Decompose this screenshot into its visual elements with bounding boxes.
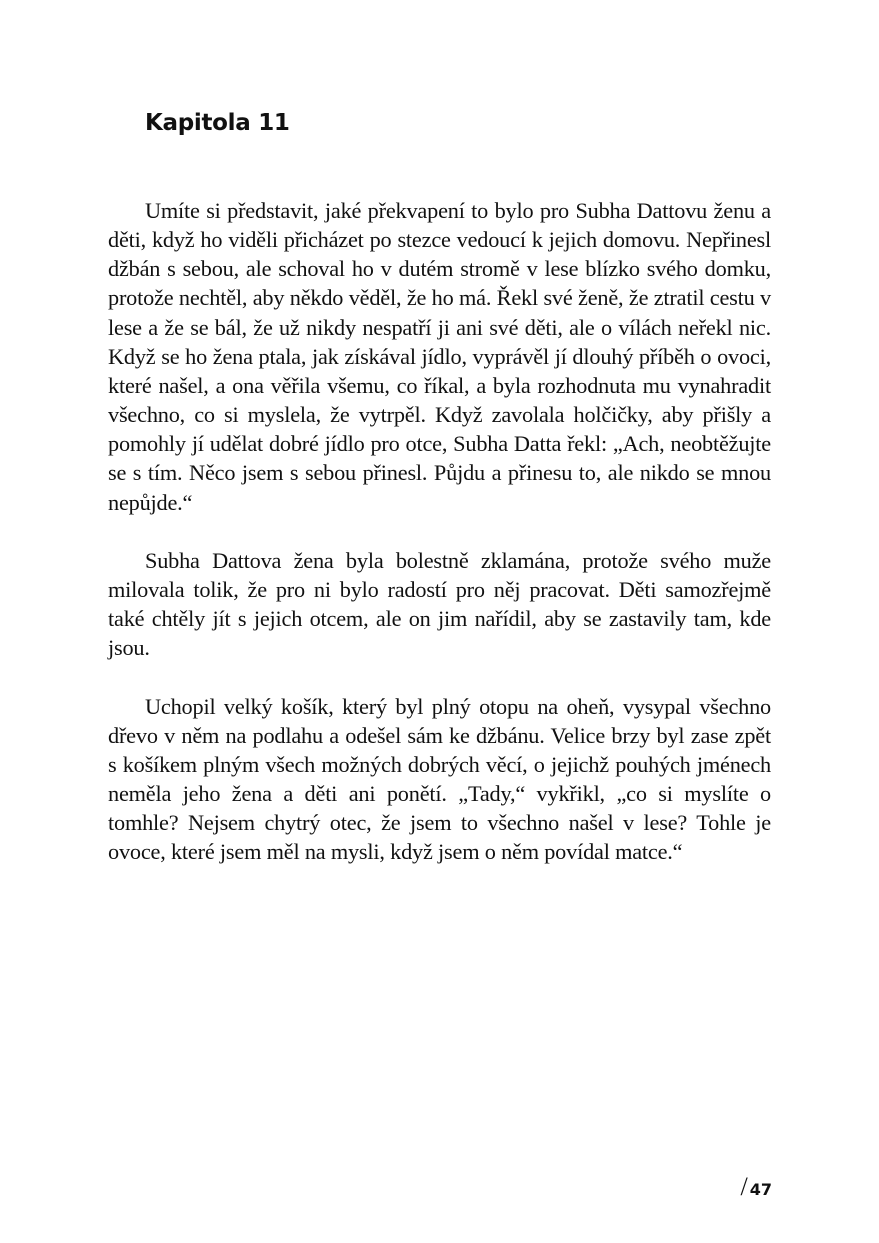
chapter-text [108, 196, 771, 896]
page-number: 47 [749, 1180, 772, 1199]
paragraph: Uchopil velký košík, který byl plný otopu na oheň, vysypal všechno dřevo v něm na podlahu a odešel sám ke džbánu. Velice brzy byl zase zpět s košíkem plným všech možných dobrých věcí, o jejichž pouhých jménech neměla jeho žena a děti ani ponětí. „Tady,“ vykřikl, „co si myslíte o tomhle? Nejsem chytrý otec, že jsem to všechno našel v lese? Tohle je ovoce, které jsem měl na mysli, když jsem o něm povídal matce.“ [108, 693, 771, 865]
page-number-separator: / [740, 1172, 748, 1201]
paragraph: Subha Dattova žena byla bolestně zklamána, protože svého muže milovala tolik, že pro ni bylo radostí pro něj pracovat. Děti samozřejmě také chtěly jít s jejich otcem, ale on jim nařídil, aby se zastavily tam, kde jsou. [108, 547, 771, 661]
page-footer [741, 1172, 773, 1202]
paragraph: Umíte si představit, jaké překvapení to bylo pro Subha Dattovu ženu a děti, když ho viděli přicházet po stezce vedoucí k jejich domovu. Nepřinesl džbán s sebou, ale schoval ho v dutém stromě v lese blízko svého domku, protože nechtěl, aby někdo věděl, že ho má. Řekl své ženě, že ztratil cestu v lese a že se bál, že už nikdy nespatří ji ani své děti, ale o vílách neřekl nic. Když se ho žena ptala, jak získával jídlo, vyprávěl jí dlouhý příběh o ovoci, které našel, a ona věřila všemu, co říkal, a byla rozhodnuta mu vynahradit všechno, co si myslela, že vytrpěl. Když zavolala holčičky, aby přišly a pomohly jí udělat dobré jídlo pro otce, Subha Datta řekl: „Ach, neobtěžujte se s tím. Něco jsem s sebou přinesl. Půjdu a přinesu to, ale nikdo se mnou nepůjde.“ [108, 198, 771, 515]
chapter-title: Kapitola 11 [145, 110, 290, 136]
